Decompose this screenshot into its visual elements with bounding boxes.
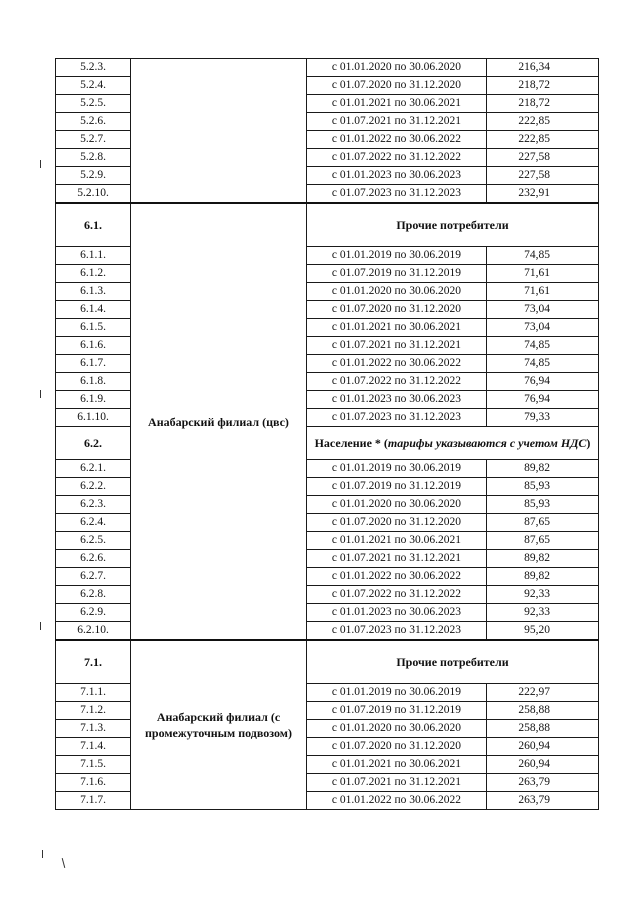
- scan-mark: [40, 622, 41, 630]
- row-number-cell: 6.2.10.: [56, 622, 131, 641]
- tariff-value-cell: 263,79: [487, 792, 599, 810]
- row-number-cell: 6.1.9.: [56, 391, 131, 409]
- group-number-cell: 6.2.: [56, 427, 131, 460]
- tariff-value-cell: 87,65: [487, 514, 599, 532]
- tariff-value-cell: 260,94: [487, 738, 599, 756]
- tariff-value-cell: 222,85: [487, 131, 599, 149]
- tariff-value-cell: 216,34: [487, 59, 599, 77]
- row-number-cell: 5.2.9.: [56, 167, 131, 185]
- row-number-cell: 5.2.4.: [56, 77, 131, 95]
- period-cell: с 01.07.2023 по 31.12.2023: [307, 622, 487, 641]
- tariff-value-cell: 89,82: [487, 460, 599, 478]
- row-number-cell: 7.1.7.: [56, 792, 131, 810]
- row-number-cell: 6.1.1.: [56, 247, 131, 265]
- tariff-value-cell: 85,93: [487, 478, 599, 496]
- row-number-cell: 7.1.5.: [56, 756, 131, 774]
- period-cell: с 01.07.2022 по 31.12.2022: [307, 373, 487, 391]
- period-cell: с 01.01.2020 по 30.06.2020: [307, 496, 487, 514]
- period-cell: с 01.07.2023 по 31.12.2023: [307, 185, 487, 204]
- tariff-value-cell: 74,85: [487, 247, 599, 265]
- tariff-value-cell: 87,65: [487, 532, 599, 550]
- period-cell: с 01.01.2022 по 30.06.2022: [307, 131, 487, 149]
- row-number-cell: 5.2.7.: [56, 131, 131, 149]
- row-number-cell: 6.2.3.: [56, 496, 131, 514]
- branch-name-cell-empty: [131, 59, 307, 204]
- period-cell: с 01.01.2022 по 30.06.2022: [307, 792, 487, 810]
- tariff-value-cell: 73,04: [487, 319, 599, 337]
- row-number-cell: 6.1.10.: [56, 409, 131, 427]
- tariff-value-cell: 222,97: [487, 684, 599, 702]
- tariff-value-cell: 74,85: [487, 355, 599, 373]
- period-cell: с 01.01.2022 по 30.06.2022: [307, 355, 487, 373]
- group-title-note: тарифы указываются с учетом НДС: [387, 435, 587, 450]
- period-cell: с 01.01.2019 по 30.06.2019: [307, 460, 487, 478]
- row-number-cell: 6.1.8.: [56, 373, 131, 391]
- period-cell: с 01.01.2019 по 30.06.2019: [307, 684, 487, 702]
- tariff-value-cell: 258,88: [487, 720, 599, 738]
- group-title-text: Население * (: [314, 435, 388, 450]
- row-number-cell: 5.2.5.: [56, 95, 131, 113]
- period-cell: с 01.01.2019 по 30.06.2019: [307, 247, 487, 265]
- tariff-value-cell: 227,58: [487, 149, 599, 167]
- row-number-cell: 6.2.4.: [56, 514, 131, 532]
- period-cell: с 01.07.2021 по 31.12.2021: [307, 113, 487, 131]
- group-header-row: [56, 640, 599, 684]
- tariff-value-cell: 71,61: [487, 283, 599, 301]
- tariff-value-cell: 76,94: [487, 391, 599, 409]
- period-cell: с 01.01.2023 по 30.06.2023: [307, 604, 487, 622]
- tariff-value-cell: 74,85: [487, 337, 599, 355]
- group-title-end: ): [586, 435, 591, 450]
- row-number-cell: 5.2.10.: [56, 185, 131, 204]
- tariff-value-cell: 71,61: [487, 265, 599, 283]
- scan-mark: [40, 390, 41, 398]
- period-cell: с 01.01.2021 по 30.06.2021: [307, 756, 487, 774]
- tariff-value-cell: 73,04: [487, 301, 599, 319]
- row-number-cell: 6.1.6.: [56, 337, 131, 355]
- period-cell: с 01.01.2023 по 30.06.2023: [307, 391, 487, 409]
- period-cell: с 01.01.2020 по 30.06.2020: [307, 720, 487, 738]
- tariff-value-cell: 222,85: [487, 113, 599, 131]
- period-cell: с 01.01.2021 по 30.06.2021: [307, 95, 487, 113]
- period-cell: с 01.07.2021 по 31.12.2021: [307, 337, 487, 355]
- row-number-cell: 5.2.3.: [56, 59, 131, 77]
- tariff-value-cell: 263,79: [487, 774, 599, 792]
- group-number-cell: 7.1.: [56, 640, 131, 684]
- period-cell: с 01.07.2020 по 31.12.2020: [307, 514, 487, 532]
- tariff-value-cell: 227,58: [487, 167, 599, 185]
- tariff-value-cell: 218,72: [487, 95, 599, 113]
- period-cell: с 01.07.2021 по 31.12.2021: [307, 550, 487, 568]
- period-cell: с 01.01.2021 по 30.06.2021: [307, 319, 487, 337]
- row-number-cell: 7.1.6.: [56, 774, 131, 792]
- period-cell: с 01.07.2021 по 31.12.2021: [307, 774, 487, 792]
- tariff-value-cell: 258,88: [487, 702, 599, 720]
- row-number-cell: 7.1.2.: [56, 702, 131, 720]
- group-title-cell: Прочие потребители: [307, 640, 599, 684]
- period-cell: с 01.01.2023 по 30.06.2023: [307, 167, 487, 185]
- period-cell: с 01.01.2022 по 30.06.2022: [307, 568, 487, 586]
- tariff-table: [55, 58, 599, 810]
- row-number-cell: 6.1.2.: [56, 265, 131, 283]
- period-cell: с 01.07.2019 по 31.12.2019: [307, 702, 487, 720]
- group-number-cell: 6.1.: [56, 203, 131, 247]
- tariff-value-cell: 76,94: [487, 373, 599, 391]
- row-number-cell: 6.2.7.: [56, 568, 131, 586]
- period-cell: с 01.07.2023 по 31.12.2023: [307, 409, 487, 427]
- period-cell: с 01.07.2020 по 31.12.2020: [307, 301, 487, 319]
- tariff-value-cell: 95,20: [487, 622, 599, 641]
- row-number-cell: 6.2.5.: [56, 532, 131, 550]
- period-cell: с 01.07.2020 по 31.12.2020: [307, 77, 487, 95]
- row-number-cell: 7.1.3.: [56, 720, 131, 738]
- row-number-cell: 6.2.9.: [56, 604, 131, 622]
- period-cell: с 01.07.2022 по 31.12.2022: [307, 586, 487, 604]
- group-header-row: [56, 203, 599, 247]
- tariff-value-cell: 218,72: [487, 77, 599, 95]
- row-number-cell: 6.2.8.: [56, 586, 131, 604]
- tariff-value-cell: 232,91: [487, 185, 599, 204]
- tariff-value-cell: 92,33: [487, 604, 599, 622]
- row-number-cell: 6.2.6.: [56, 550, 131, 568]
- row-number-cell: 5.2.8.: [56, 149, 131, 167]
- row-number-cell: 6.1.7.: [56, 355, 131, 373]
- row-number-cell: 6.2.2.: [56, 478, 131, 496]
- row-number-cell: 7.1.4.: [56, 738, 131, 756]
- tariff-value-cell: 260,94: [487, 756, 599, 774]
- period-cell: с 01.07.2019 по 31.12.2019: [307, 265, 487, 283]
- row-number-cell: 5.2.6.: [56, 113, 131, 131]
- tariff-value-cell: 92,33: [487, 586, 599, 604]
- row-number-cell: 6.2.1.: [56, 460, 131, 478]
- row-number-cell: 6.1.3.: [56, 283, 131, 301]
- table-row: [56, 59, 599, 77]
- tariff-value-cell: 79,33: [487, 409, 599, 427]
- tariff-value-cell: 85,93: [487, 496, 599, 514]
- period-cell: с 01.07.2019 по 31.12.2019: [307, 478, 487, 496]
- scan-mark: [62, 858, 66, 868]
- period-cell: с 01.07.2022 по 31.12.2022: [307, 149, 487, 167]
- row-number-cell: 6.1.5.: [56, 319, 131, 337]
- scan-mark: [40, 160, 41, 168]
- scan-mark: [42, 850, 43, 858]
- group-title-cell: [307, 427, 599, 460]
- period-cell: с 01.01.2021 по 30.06.2021: [307, 532, 487, 550]
- tariff-value-cell: 89,82: [487, 550, 599, 568]
- group-title-cell: Прочие потребители: [307, 203, 599, 247]
- tariff-value-cell: 89,82: [487, 568, 599, 586]
- row-number-cell: 7.1.1.: [56, 684, 131, 702]
- tariff-table-body: [56, 59, 599, 810]
- period-cell: с 01.01.2020 по 30.06.2020: [307, 283, 487, 301]
- row-number-cell: 6.1.4.: [56, 301, 131, 319]
- branch-name-cell: Анабарский филиал (цвс): [131, 203, 307, 640]
- period-cell: с 01.01.2020 по 30.06.2020: [307, 59, 487, 77]
- period-cell: с 01.07.2020 по 31.12.2020: [307, 738, 487, 756]
- branch-name-cell: Анабарский филиал (с промежуточным подвозом): [131, 640, 307, 810]
